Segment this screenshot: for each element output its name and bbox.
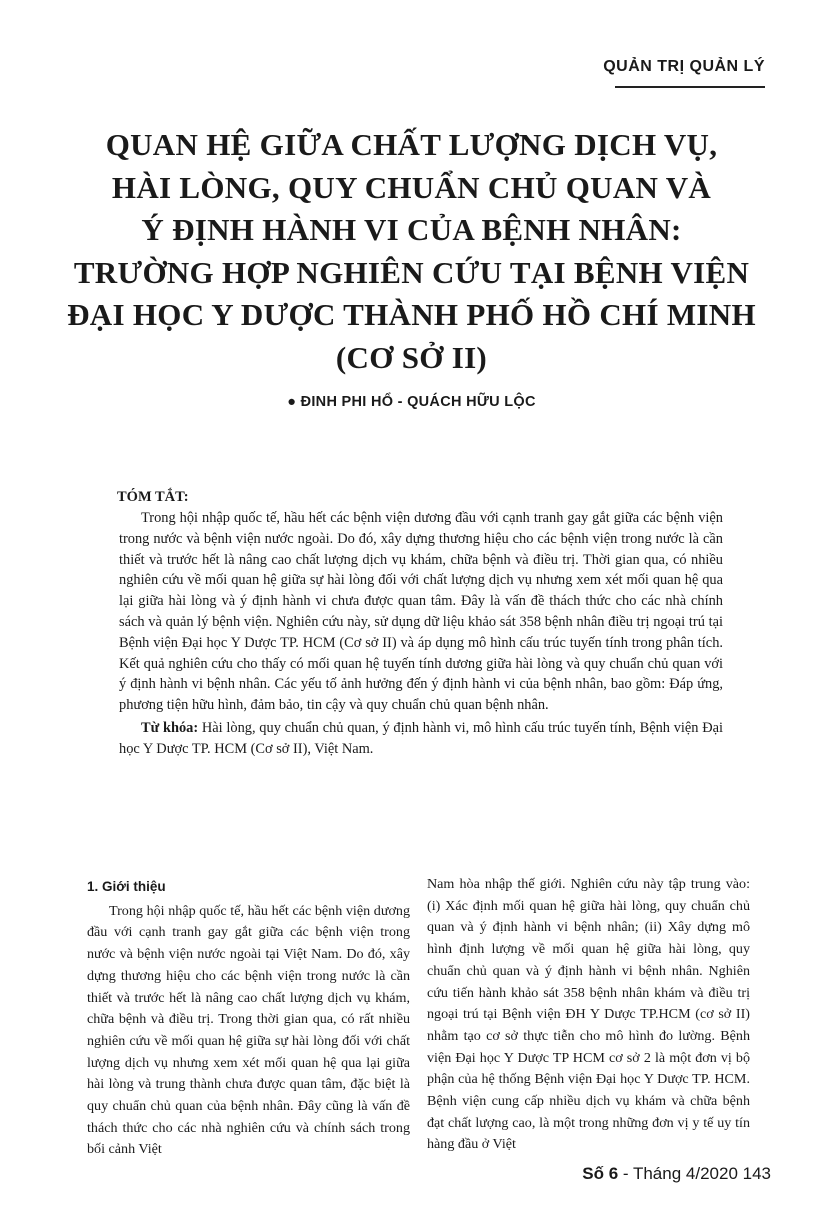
issue-label: Số 6 — [582, 1164, 619, 1183]
title-line: (CƠ SỞ II) — [335, 339, 488, 375]
intro-heading: 1. Giới thiệu — [87, 879, 166, 894]
abstract — [119, 508, 723, 760]
title-line: TRƯỜNG HỢP NGHIÊN CỨU TẠI BỆNH VIỆN — [73, 254, 750, 290]
issue-date: - Tháng 4/2020 — [618, 1164, 743, 1183]
intro-paragraph-left: Trong hội nhập quốc tế, hầu hết các bệnh viện dương đầu với cạnh tranh gay gắt giữa các bệnh viện trong nước và bệnh viện nước ngoài tại Việt Nam. Do đó, xây dựng thương hiệu cho các bệnh viện trong nước là cần thiết và trước hết là nâng cao chất lượng dịch vụ khám, chữa bệnh và điều trị. Trong thời gian qua, có rất nhiều nghiên cứu về mối quan hệ giữa sự hài lòng đối với chất lượng dịch vụ nhưng xem xét mối quan hệ qua lại giữa hài lòng và trung thành chưa được quan tâm, đặc biệt là quy chuẩn chủ quan của bệnh nhân. Đây cũng là vấn đề thách thức cho các nhà nghiên cứu và chính sách trong bối cảnh Việt — [87, 902, 410, 1158]
page-number: 143 — [742, 1164, 771, 1183]
article-authors: ● ĐINH PHI HỔ - QUÁCH HỮU LỘC — [287, 394, 536, 410]
keywords — [119, 718, 723, 760]
body-column-right — [427, 874, 750, 1156]
keywords-label: Từ khóa: — [141, 719, 199, 736]
title-line: HÀI LÒNG, QUY CHUẨN CHỦ QUAN VÀ — [111, 169, 712, 205]
title-line: Ý ĐỊNH HÀNH VI CỦA BỆNH NHÂN: — [141, 212, 682, 247]
intro-paragraph-right: Nam hòa nhập thế giới. Nghiên cứu này tập trung vào: (i) Xác định mối quan hệ giữa hài lòng, quy chuẩn chủ quan và ý định hành vi bệnh nhân; (ii) Xây dựng mô hình định lượng về mối quan hệ giữa hài lòng, quy chuẩn chủ quan và ý định hành vi bệnh nhân. Nghiên cứu tiến hành khảo sát 358 bệnh nhân khám và điều trị ngoại trú tại Bệnh viện ĐH Y Dược TP.HCM (cơ sở II) nhằm tạo cơ sở thực tiễn cho mô hình đo lường. Bệnh viện Đại học Y Dược TP HCM cơ sở 2 là một đơn vị bộ phận của hệ thống Bệnh viện Đại học Y Dược TP. HCM. Bệnh viện cung cấp nhiều dịch vụ khám và chữa bệnh đạt chất lượng cao, là một trong những đơn vị y tế uy tín hàng đầu ở Việt — [427, 876, 750, 1153]
keywords-text: Hài lòng, quy chuẩn chủ quan, ý định hành vi, mô hình cấu trúc tuyến tính, Bệnh viện Đại học Y Dược TP. HCM (Cơ sở II), Việt Nam. — [119, 719, 723, 757]
section-rule — [615, 86, 765, 88]
abstract-heading: TÓM TẮT: — [117, 489, 189, 505]
body-column-left — [87, 876, 410, 1161]
section-label: QUẢN TRỊ QUẢN LÝ — [603, 58, 765, 75]
page-footer — [582, 1164, 771, 1184]
title-line: ĐẠI HỌC Y DƯỢC THÀNH PHỐ HỒ CHÍ MINH — [67, 297, 756, 332]
title-line: QUAN HỆ GIỮA CHẤT LƯỢNG DỊCH VỤ, — [105, 127, 718, 162]
article-title — [60, 124, 763, 379]
abstract-text: Trong hội nhập quốc tế, hầu hết các bệnh viện dương đầu với cạnh tranh gay gắt giữa các bệnh viện trong nước và bệnh viện nước ngoài. Do đó, xây dựng thương hiệu cho các bệnh viện trong nước là cần thiết và trước hết là nâng cao chất lượng dịch vụ khám, chữa bệnh và điều trị. Thời gian qua, có nhiều nghiên cứu về mối quan hệ giữa sự hài lòng đối với chất lượng dịch vụ nhưng xem xét mối quan hệ qua lại giữa hài lòng và ý định hành vi chưa được quan tâm. Đây là vấn đề thách thức cho các nhà chính sách và quản lý bệnh viện. Nghiên cứu này, sử dụng dữ liệu khảo sát 358 bệnh nhân điều trị ngoại trú tại Bệnh viện Đại học Y Dược TP. HCM (Cơ sở II) và áp dụng mô hình cấu trúc tuyến tính trong phân tích. Kết quả nghiên cứu cho thấy có mối quan hệ tuyến tính dương giữa hài lòng và quy chuẩn chủ quan với ý định hành vi bệnh nhân. Các yếu tố ảnh hưởng đến ý định hành vi của bệnh nhân, bao gồm: Đáp ứng, phương tiện hữu hình, đảm bảo, tin cậy và quy chuẩn chủ quan bệnh nhân. — [119, 510, 723, 714]
